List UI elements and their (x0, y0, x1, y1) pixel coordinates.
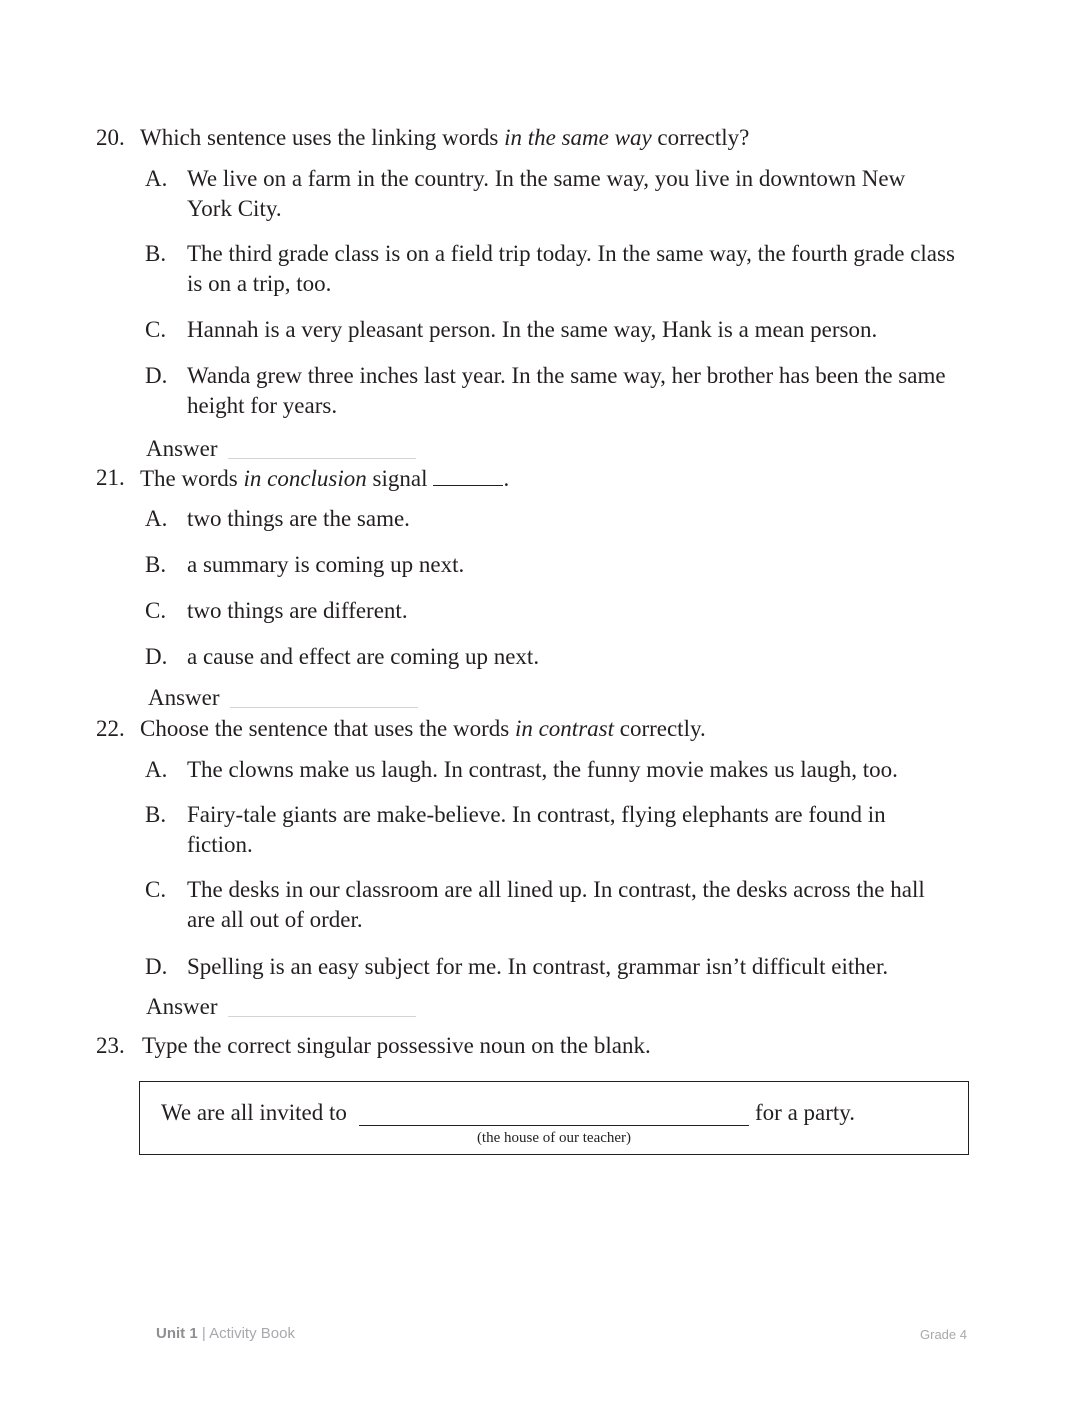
option-letter: B. (145, 802, 167, 827)
option-text: a cause and effect are coming up next. (187, 644, 540, 669)
option-letter: A. (145, 166, 168, 191)
option-letter: C. (145, 317, 167, 342)
fill-in-box (139, 1081, 969, 1155)
footer-unit-label: Unit 1 (156, 1325, 198, 1342)
blank-hint: (the house of our teacher) (476, 1130, 632, 1146)
answer-input-22[interactable] (228, 1016, 416, 1017)
option-letter: D. (145, 644, 168, 669)
option-text: Wanda grew three inches last year. In the same way, her brother has been the same height for years. (187, 363, 946, 418)
question-number: 23. (96, 1033, 125, 1058)
question-prompt: The words in conclusion signal . (140, 463, 509, 494)
question-prompt: Type the correct singular possessive noun on the blank. (142, 1033, 651, 1058)
option-text: The desks in our classroom are all lined up. In contrast, the desks across the hall are all out of order. (187, 877, 925, 932)
footer-separator: | (197, 1325, 210, 1342)
sentence-before: We are all invited to (161, 1100, 347, 1125)
option-letter: B. (145, 241, 167, 266)
option-letter: C. (145, 877, 167, 902)
answer-label: Answer (148, 685, 220, 710)
option-text: The third grade class is on a field trip today. In the same way, the fourth grade class is on a trip, too. (187, 241, 955, 296)
question-prompt: Which sentence uses the linking words in the same way correctly? (140, 125, 750, 150)
question-number: 22. (96, 716, 125, 741)
answer-22 (146, 992, 218, 1022)
option-letter: D. (145, 363, 168, 388)
option-text: two things are the same. (187, 506, 410, 531)
option-text: The clowns make us laugh. In contrast, the funny movie makes us laugh, too. (187, 757, 898, 782)
footer-book: Activity Book (209, 1325, 295, 1342)
question-prompt: Choose the sentence that uses the words in contrast correctly. (140, 716, 706, 741)
answer-label: Answer (146, 994, 218, 1019)
option-text: Spelling is an easy subject for me. In contrast, grammar isn’t difficult either. (187, 954, 889, 979)
footer-unit (156, 1324, 295, 1344)
option-text: Hannah is a very pleasant person. In the same way, Hank is a mean person. (187, 317, 878, 342)
option-letter: A. (145, 506, 168, 531)
option-text: two things are different. (187, 598, 408, 623)
option-text: Fairy-tale giants are make-believe. In contrast, flying elephants are found in fiction. (187, 802, 886, 857)
possessive-noun-input[interactable] (359, 1125, 749, 1126)
option-letter: D. (145, 954, 168, 979)
option-letter: C. (145, 598, 167, 623)
option-letter: B. (145, 552, 167, 577)
answer-20 (146, 434, 218, 464)
answer-input-20[interactable] (228, 458, 416, 459)
question-number: 21. (96, 465, 125, 490)
blank-line (433, 463, 503, 486)
option-letter: A. (145, 757, 168, 782)
question-number: 20. (96, 125, 125, 150)
footer-grade: Grade 4 (920, 1327, 967, 1342)
option-text: a summary is coming up next. (187, 552, 465, 577)
answer-input-21[interactable] (230, 707, 418, 708)
answer-label: Answer (146, 436, 218, 461)
sentence-after: for a party. (755, 1100, 856, 1125)
answer-21 (148, 683, 220, 713)
option-text: We live on a farm in the country. In the same way, you live in downtown New York City. (187, 166, 906, 221)
